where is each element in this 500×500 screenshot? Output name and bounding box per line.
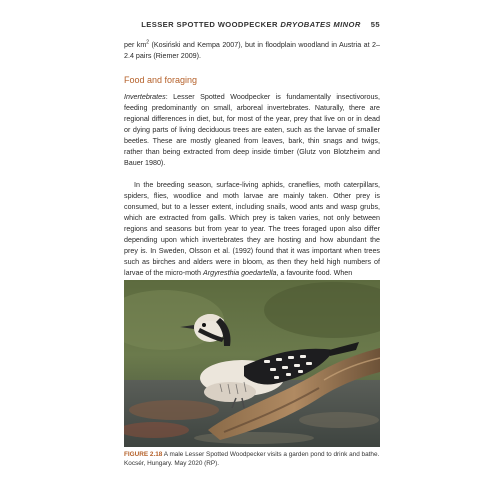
para2-lead-term: Invertebrates: [124, 93, 166, 101]
paragraph-density: [124, 40, 380, 62]
para1-text-b: (Kosiński and Kempa 2007), but in floodplain woodland in Austria at 2–2.4 pairs (Riemer 2009).: [124, 41, 380, 60]
running-head: [124, 20, 380, 29]
section-heading: Food and foraging: [124, 75, 198, 85]
para1-superscript: 2: [146, 39, 150, 46]
para3-text-a: In the breeding season, surface-living aphids, craneflies, moth caterpillars, spiders, flies, woodlice and moth larvae are mainly taken. Other prey is consumed, but to a lesser extent, including snails, wood ants and wasp grubs, which are extracted from galls. Which prey is taken varies, not only between regions and seasons but from year to year. The trees foraged upon also differ depending upon which invertebrates they are hosting and how abundant the prey is. In Sweden, Olsson et al. (1992) found that it was important when trees such as birches and alders were in bloom, as then they held high numbers of larvae of the micro-moth: [124, 181, 380, 277]
figure-label: FIGURE 2.18: [124, 451, 163, 458]
running-head-scientific-name: DRYOBATES MINOR: [280, 20, 361, 29]
para3-text-b: , a favourite food. When: [276, 269, 353, 277]
running-head-common-name: LESSER SPOTTED WOODPECKER: [141, 20, 278, 29]
woodpecker-photo: [124, 280, 380, 447]
para3-species-name: Argyresthia goedartella: [202, 269, 277, 277]
figure-caption: [124, 450, 380, 468]
woodpecker-photo-illustration: [124, 280, 380, 447]
running-head-title: [141, 20, 361, 29]
para1-text-a: per km: [124, 41, 147, 49]
page-number: 55: [370, 20, 380, 29]
paragraph-invertebrates: [124, 92, 380, 169]
figure-caption-text: A male Lesser Spotted Woodpecker visits a garden pond to drink and bathe. Kocsér, Hungary. May 2020 (RP).: [124, 451, 380, 467]
para2-text: : Lesser Spotted Woodpecker is fundamentally insectivorous, feeding predominantly on small, arboreal invertebrates. Naturally, there are regional differences in diet, but, for most of the year, prey that live on or in dead or dying parts of living deciduous trees are eaten, such as the larvae of smaller beetles. These are mostly gleaned from leaves, bark, thin snags and twigs, rather than being extracted from deep inside timber (Glutz von Blotzheim and Bauer 1980).: [124, 93, 380, 167]
paragraph-breeding-season: [124, 180, 380, 279]
